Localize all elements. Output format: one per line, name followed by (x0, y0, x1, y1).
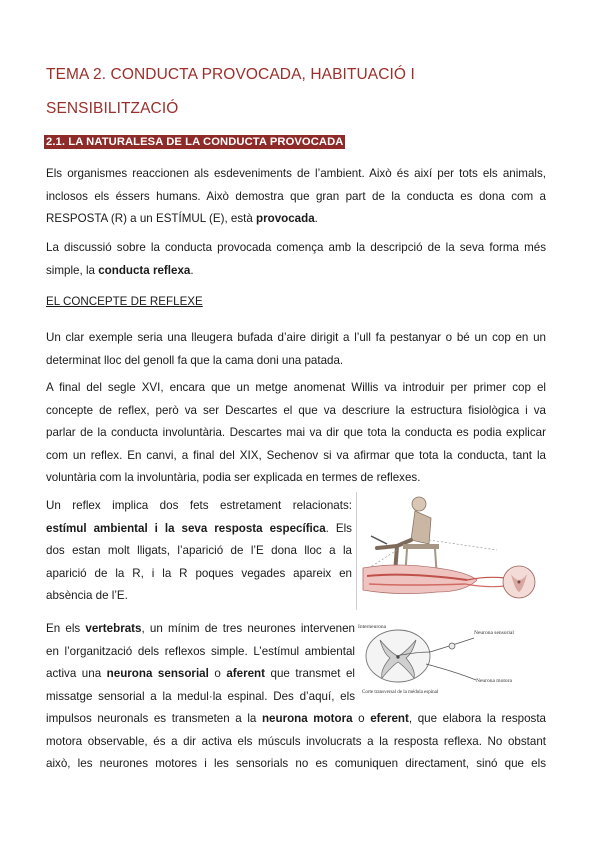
text-line: absència de l’E. (46, 589, 128, 602)
bold-term: aferent (226, 667, 265, 680)
text-run: simple, la (46, 263, 99, 277)
text-line (46, 663, 355, 686)
paragraph-example (46, 327, 546, 372)
text-line: aparició de la R, i la R poques vegades apareix en (46, 566, 352, 580)
text-run: o (208, 667, 227, 680)
text-run: o (352, 712, 371, 725)
bold-term: neurona motora (261, 712, 353, 725)
text-line: missatge sensorial a la medul·la espinal. Des d’aquí, els (46, 689, 355, 703)
label-interneuron: Interneurona (358, 624, 387, 630)
bold-term: neurona sensorial (106, 667, 209, 680)
text-line: voluntària com la involuntària, podia ser explicada en termes de reflexes. (46, 471, 421, 484)
text-run: , un mínim de tres neurones intervenen (141, 622, 355, 635)
text-line: això, les neurones motores i les sensorials no es comuniquen directament, sinó que els (46, 757, 546, 770)
reflex-illustration (356, 492, 553, 610)
title-line-1: TEMA 2. CONDUCTA PROVOCADA, HABITUACIÓ I (46, 66, 415, 83)
text-line (46, 618, 355, 641)
bold-term: estímul ambiental i la seva resposta específica (46, 521, 326, 535)
text-line: Un reflex implica dos fets estretament relacionats: (46, 499, 352, 512)
text-line: parlar de la conducta involuntària. Descartes mai va dir que tota la conducta es podia explicar (46, 426, 546, 439)
subheading: EL CONCEPTE DE REFLEXE (46, 295, 203, 308)
text-line (46, 708, 546, 731)
text-run: , que elabora la resposta (408, 712, 546, 725)
label-motor-neuron: Neurona motora (476, 678, 512, 684)
bold-term: conducta reflexa (98, 263, 191, 277)
text-line: Un clar exemple seria una lleugera bufada d’aire dirigit a l’ull fa pestanyar o bé un cop en un (46, 331, 546, 344)
text-run: . (314, 212, 318, 225)
text-run: que transmet el (265, 667, 356, 680)
paragraph-vertebrates (46, 618, 546, 776)
paragraph-intro (46, 163, 546, 231)
text-line (46, 208, 546, 231)
text-run: impulsos neuronals es transmeten a la (46, 712, 262, 725)
text-line: concepte de reflex, però va ser Descartes el que va descriure la estructura fisiològica i va (46, 403, 546, 417)
text-line: inclosos els éssers humans. Això demostra que gran part de la conducta es dona com a (46, 189, 546, 203)
text-line (46, 518, 352, 541)
text-line: A final del segle XVI, encara que un metge anomenat Willis va introduir per primer cop el (46, 381, 546, 394)
text-run: . Els (325, 521, 352, 535)
figure-caption: Corte transversal de la médula espinal (362, 690, 439, 695)
text-run: . (190, 263, 194, 277)
bold-term: eferent (370, 712, 409, 725)
label-sensory-neuron: Neurona sensorial (474, 630, 514, 636)
text-run: activa una (46, 667, 107, 680)
text-line: Els organismes reaccionen als esdeveniments de l’ambient. Això és així per tots els animals, (46, 167, 546, 180)
section-heading: 2.1. LA NATURALESA DE LA CONDUCTA PROVOCADA (46, 136, 344, 148)
paragraph-history (46, 377, 546, 490)
text-line: determinat lloc del genoll fa que la cama doni una patada. (46, 353, 344, 367)
text-line: en l’organització dels reflexos simple. L’estímul ambiental (46, 644, 355, 658)
text-line: com un reflex. En canvi, a final del XIX, Sechenov si va afirmar que tota la conducta, tant la (46, 448, 546, 462)
paragraph-reflex-intro (46, 237, 546, 282)
text-line: motora observable, és a dir activa els músculs involucrats a la resposta reflexa. No obstant (46, 734, 546, 748)
page-title (46, 58, 556, 126)
text-line: dos estan molt lligats, l’aparició de l’E dona lloc a la (46, 544, 352, 557)
bold-term: provocada (256, 212, 315, 225)
text-run: RESPOSTA (R) a un ESTÍMUL (E), està (46, 212, 257, 225)
text-line (46, 260, 546, 283)
text-run: En els (46, 622, 86, 635)
title-line-2: SENSIBILITZACIÓ (46, 100, 179, 117)
bold-term: vertebrats (85, 622, 142, 635)
text-line: La discussió sobre la conducta provocada comença amb la descripció de la seva forma més (46, 241, 546, 254)
